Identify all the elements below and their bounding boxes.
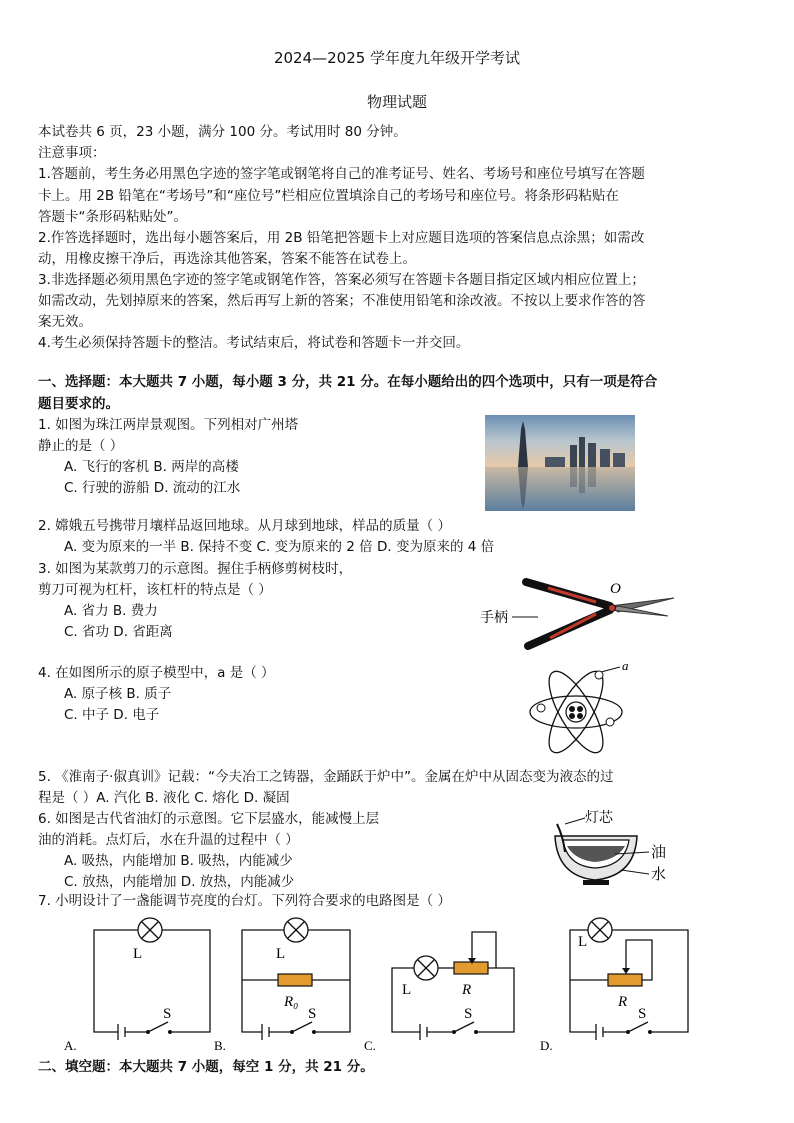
switch-label: S xyxy=(308,1006,317,1022)
q1-stem: 1. 如图为珠江两岸景观图。下列相对广州塔 xyxy=(38,417,299,433)
circuit-a xyxy=(62,914,222,1054)
q6-options-row1: A. 吸热，内能增加 B. 吸热，内能减少 xyxy=(64,853,293,869)
atom-model-diagram xyxy=(524,660,634,772)
q7-stem: 7. 小明设计了一盏能调节亮度的台灯。下列符合要求的电路图是（ ） xyxy=(38,893,451,909)
q3-stem: 3. 如图为某款剪刀的示意图。握住手柄修剪树枝时， xyxy=(38,561,353,577)
q5-stem-cont: 程是（ ）A. 汽化 B. 液化 C. 熔化 D. 凝固 xyxy=(38,790,290,806)
q1-options-row2: C. 行驶的游船 D. 流动的江水 xyxy=(64,480,241,496)
wick-label: 灯芯 xyxy=(585,811,613,826)
q4-options-row2: C. 中子 D. 电子 xyxy=(64,707,160,723)
q2-stem: 2. 嫦娥五号携带月壤样品返回地球。从月球到地球，样品的质量（ ） xyxy=(38,518,451,534)
q1-stem-cont: 静止的是（ ） xyxy=(38,438,124,454)
resistor-label: R xyxy=(462,982,472,998)
q3-stem-cont: 剪刀可视为杠杆，该杠杆的特点是（ ） xyxy=(38,582,272,598)
q6-stem-cont: 油的消耗。点灯后，水在升温的过程中（ ） xyxy=(38,832,299,848)
q6-stem: 6. 如图是古代省油灯的示意图。它下层盛水，能减慢上层 xyxy=(38,811,380,827)
oil-lamp-diagram xyxy=(545,806,685,888)
oil-label: 油 xyxy=(651,845,667,861)
pivot-label: O xyxy=(610,581,621,597)
circuit-d xyxy=(538,914,708,1054)
shears-diagram xyxy=(478,572,678,654)
q4-options-row1: A. 原子核 B. 质子 xyxy=(64,686,172,702)
q2-options: A. 变为原来的一半 B. 保持不变 C. 变为原来的 2 倍 D. 变为原来的 4 倍 xyxy=(64,539,495,555)
section2-heading: 二、填空题：本大题共 7 小题，每空 1 分，共 21 分。 xyxy=(38,1059,374,1075)
q6-options-row2: C. 放热，内能增加 D. 放热，内能减少 xyxy=(64,874,295,890)
note-line: 卡上。用 2B 铅笔在“考场号”和“座位号”栏相应位置填涂自己的考场号和座位号。将条形码粘贴在 xyxy=(38,188,619,204)
option-letter: B. xyxy=(214,1038,226,1053)
section1-heading: 一、选择题：本大题共 7 小题，每小题 3 分，共 21 分。在每小题给出的四个选项中，只有一项是符合 xyxy=(38,374,658,390)
option-letter: D. xyxy=(540,1038,553,1053)
switch-label: S xyxy=(163,1006,172,1022)
note-line: 案无效。 xyxy=(38,314,92,330)
circuit-b xyxy=(212,914,372,1054)
pearl-river-photo xyxy=(485,415,635,511)
water-label: 水 xyxy=(651,867,667,883)
lamp-label: L xyxy=(402,982,412,998)
subject-title: 物理试题 xyxy=(366,93,427,111)
note-line: 2.作答选择题时，选出每小题答案后，用 2B 铅笔把答题卡上对应题目选项的答案信息点涂黑；如需改 xyxy=(38,230,645,246)
section1-heading-cont: 题目要求的。 xyxy=(38,396,119,412)
note-line: 动，用橡皮擦干净后，再选涂其他答案，答案不能答在试卷上。 xyxy=(38,251,416,267)
note-line: 4.考生必须保持答题卡的整洁。考试结束后，将试卷和答题卡一并交回。 xyxy=(38,335,470,351)
q1-options-row1: A. 飞行的客机 B. 两岸的高楼 xyxy=(64,459,239,475)
switch-label: S xyxy=(464,1006,473,1022)
circuit-c xyxy=(362,914,532,1054)
notes-heading: 注意事项： xyxy=(38,145,106,161)
q4-stem: 4. 在如图所示的原子模型中，a 是（ ） xyxy=(38,665,275,681)
q3-options-row2: C. 省功 D. 省距离 xyxy=(64,624,173,640)
lamp-label: L xyxy=(276,946,286,962)
q3-options-row1: A. 省力 B. 费力 xyxy=(64,603,158,619)
option-letter: C. xyxy=(364,1038,376,1053)
resistor-label: R₀ xyxy=(284,994,299,1010)
note-line: 如需改动，先划掉原来的答案，然后再写上新的答案；不准使用铅笔和涂改液。不按以上要求作答的答 xyxy=(38,293,646,309)
note-line: 答题卡“条形码粘贴处”。 xyxy=(38,209,187,225)
q5-stem: 5. 《淮南子·俶真训》记载：“今夫冶工之铸器，金踊跃于炉中”。金属在炉中从固态变为液态的过 xyxy=(38,769,614,785)
exam-title: 2024—2025 学年度九年级开学考试 xyxy=(273,49,521,67)
resistor-label: R xyxy=(618,994,628,1010)
electron-label: a xyxy=(622,660,629,673)
note-line: 3.非选择题必须用黑色字迹的签字笔或钢笔作答，答案必须写在答题卡各题目指定区域内相应位置上； xyxy=(38,272,645,288)
lamp-label: L xyxy=(578,934,588,950)
intro-text: 本试卷共 6 页，23 小题，满分 100 分。考试用时 80 分钟。 xyxy=(38,124,407,140)
handle-label: 手柄 xyxy=(480,611,508,626)
option-letter: A. xyxy=(64,1038,77,1053)
lamp-label: L xyxy=(133,946,143,962)
switch-label: S xyxy=(638,1006,647,1022)
note-line: 1.答题前，考生务必用黑色字迹的签字笔或钢笔将自己的准考证号、姓名、考场号和座位号填写在答题 xyxy=(38,166,645,182)
